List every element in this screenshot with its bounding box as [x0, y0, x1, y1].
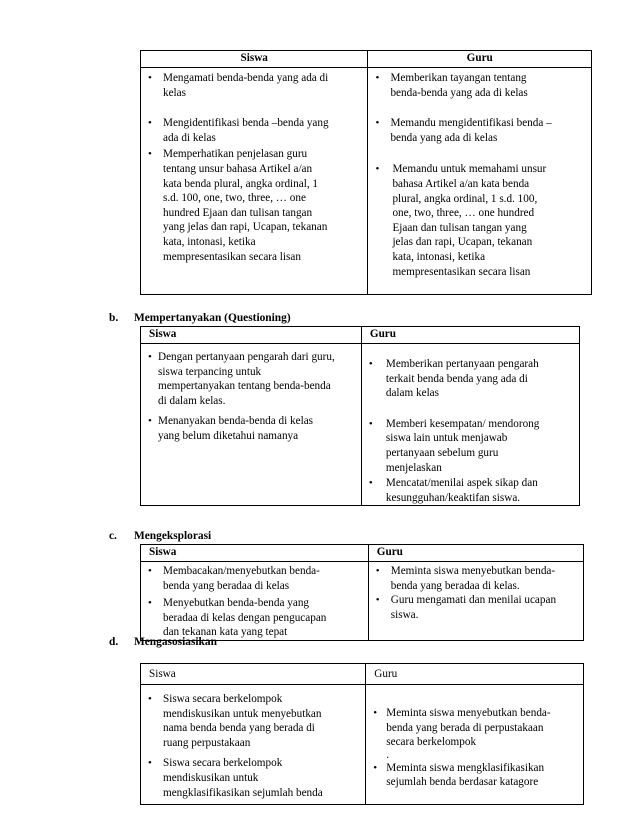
list-item: • Menyebutkan benda-benda yang beradaa di kelas dengan pengucapan dan tekanan kata yang tepat	[141, 596, 368, 640]
table-d-guru-cell	[366, 685, 584, 805]
table-d-siswa-cell	[141, 685, 366, 805]
list-item: • Memandu mengidentifikasi benda – benda yang ada di kelas	[368, 116, 591, 145]
table-d-siswa-header: Siswa	[141, 664, 366, 685]
section-b-heading: b. Mempertanyakan (Questioning)	[109, 312, 291, 324]
table-b-guru-header: Guru	[361, 327, 579, 344]
table-c-siswa-cell	[141, 562, 369, 641]
table-c-guru-cell	[368, 562, 583, 641]
list-item: • Siswa secara berkelompok mendiskusikan untuk menyebutkan nama benda benda yang berada di ruang perpustakaan	[141, 692, 365, 750]
table-c-siswa-header: Siswa	[141, 545, 369, 562]
table-a-siswa-cell	[141, 68, 368, 295]
list-item: • Dengan pertanyaan pengarah dari guru, siswa terpancing untuk mempertanyakan tentang benda-benda di dalam kelas.	[141, 350, 361, 408]
list-item: • Meminta siswa menyebutkan benda- benda yang berada di perpustakaan secara berkelompok .	[366, 706, 583, 761]
table-b-siswa-header: Siswa	[141, 327, 362, 344]
table-d	[140, 663, 584, 805]
section-c-heading: c. Mengeksplorasi	[109, 530, 212, 542]
table-b-siswa-cell	[141, 344, 362, 506]
table-a	[140, 50, 592, 295]
table-c	[140, 544, 584, 641]
list-item: • Menanyakan benda-benda di kelas yang belum diketahui namanya	[141, 414, 361, 443]
list-item: • Mencatat/menilai aspek sikap dan kesungguhan/keaktifan siswa.	[362, 476, 579, 505]
table-d-guru-header: Guru	[366, 664, 584, 685]
list-item: • Memberi kesempatan/ mendorong siswa lain untuk menjawab pertanyaan sebelum guru menjelaskan	[362, 417, 579, 475]
table-a-guru-cell	[368, 68, 592, 295]
section-d-heading: d. Mengasosiasikan	[109, 636, 217, 648]
list-item: • Siswa secara berkelompok mendiskusikan untuk mengklasifikasikan sejumlah benda	[141, 756, 365, 800]
list-item: • Guru mengamati dan menilai ucapan siswa.	[369, 593, 583, 622]
list-item: • Memberikan tayangan tentang benda-benda yang ada di kelas	[368, 71, 591, 100]
list-item: • Mengidentifikasi benda –benda yang ada di kelas	[141, 116, 367, 145]
table-a-guru-header: Guru	[368, 51, 592, 68]
list-item: • Memperhatikan penjelasan guru tentang unsur bahasa Artikel a/an kata benda plural, angka ordinal, 1 s.d. 100, one, two, three, … one hundred Ejaan dan tulisan tangan yang jelas dan rapi, Ucapan, tekanan kata, intonasi, ketika mempresentasikan secara lisan	[141, 147, 367, 264]
list-item: • Memberikan pertanyaan pengarah terkait benda benda yang ada di dalam kelas	[362, 357, 579, 401]
list-item: • Meminta siswa mengklasifikasikan sejumlah benda berdasar katagore	[366, 761, 583, 790]
list-item: • Membacakan/menyebutkan benda- benda yang beradaa di kelas	[141, 564, 368, 593]
table-c-guru-header: Guru	[368, 545, 583, 562]
table-a-siswa-header: Siswa	[141, 51, 368, 68]
table-b-guru-cell	[361, 344, 579, 506]
list-item: • Meminta siswa menyebutkan benda- benda yang beradaa di kelas.	[369, 564, 583, 593]
table-b	[140, 326, 580, 506]
list-item: • Mengamati benda-benda yang ada di kelas	[141, 71, 367, 100]
list-item: • Memandu untuk memahami unsur bahasa Artikel a/an kata benda plural, angka ordinal, 1 s.d. 100, one, two, three, … one hundred Ejaan dan tulisan tangan yang jelas dan rapi, Ucapan, tekanan kata, intonasi, ketika mempresentasikan secara lisan	[368, 162, 591, 279]
